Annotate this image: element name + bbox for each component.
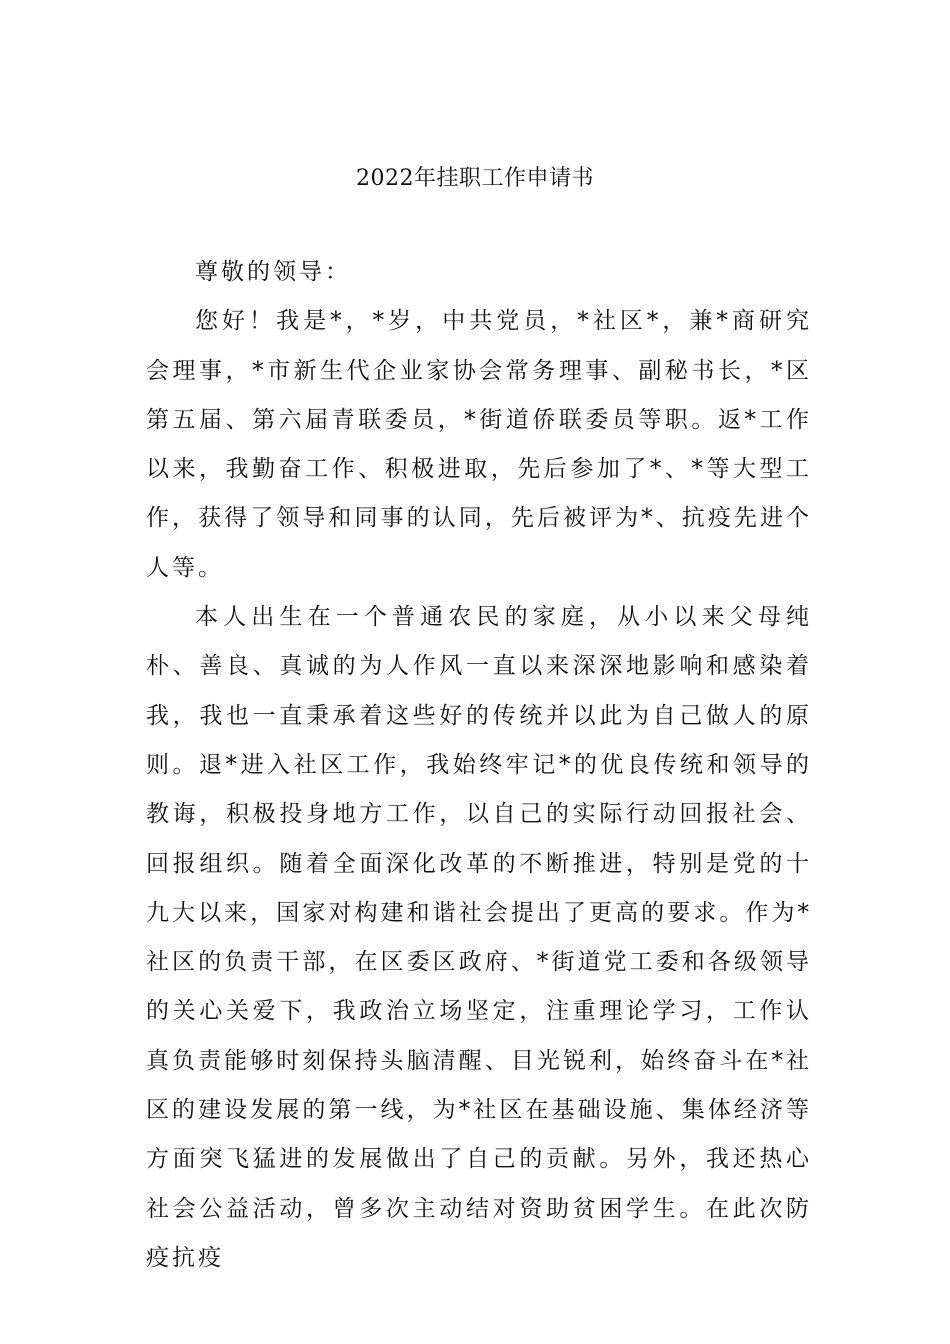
- document-body: [146, 248, 812, 1283]
- paragraph-2: 本人出生在一个普通农民的家庭，从小以来父母纯朴、善良、真诚的为人作风一直以来深深地影响和感染着我，我也一直秉承着这些好的传统并以此为自己做人的原则。退*进入社区工作，我始终牢记*的优良传统和领导的教诲，积极投身地方工作，以自己的实际行动回报社会、回报组织。随着全面深化改革的不断推进，特别是党的十九大以来，国家对构建和谐社会提出了更高的要求。作为*社区的负责干部，在区委区政府、*街道党工委和各级领导的关心关爱下，我政治立场坚定，注重理论学习，工作认真负责能够时刻保持头脑清醒、目光锐利，始终奋斗在*社区的建设发展的第一线，为*社区在基础设施、集体经济等方面突飞猛进的发展做出了自己的贡献。另外，我还热心社会公益活动，曾多次主动结对资助贫困学生。在此次防疫抗疫: [146, 604, 812, 1271]
- document-title: 2022年挂职工作申请书: [356, 166, 594, 191]
- paragraph-1: 您好！我是*，*岁，中共党员，*社区*，兼*商研究会理事，*市新生代企业家协会常务理事、副秘书长，*区第五届、第六届青联委员，*街道侨联委员等职。返*工作以来，我勤奋工作、积极进取，先后参加了*、*等大型工作，获得了领导和同事的认同，先后被评为*、抗疫先进个人等。: [146, 308, 813, 581]
- salutation: 尊敬的领导：: [195, 259, 351, 285]
